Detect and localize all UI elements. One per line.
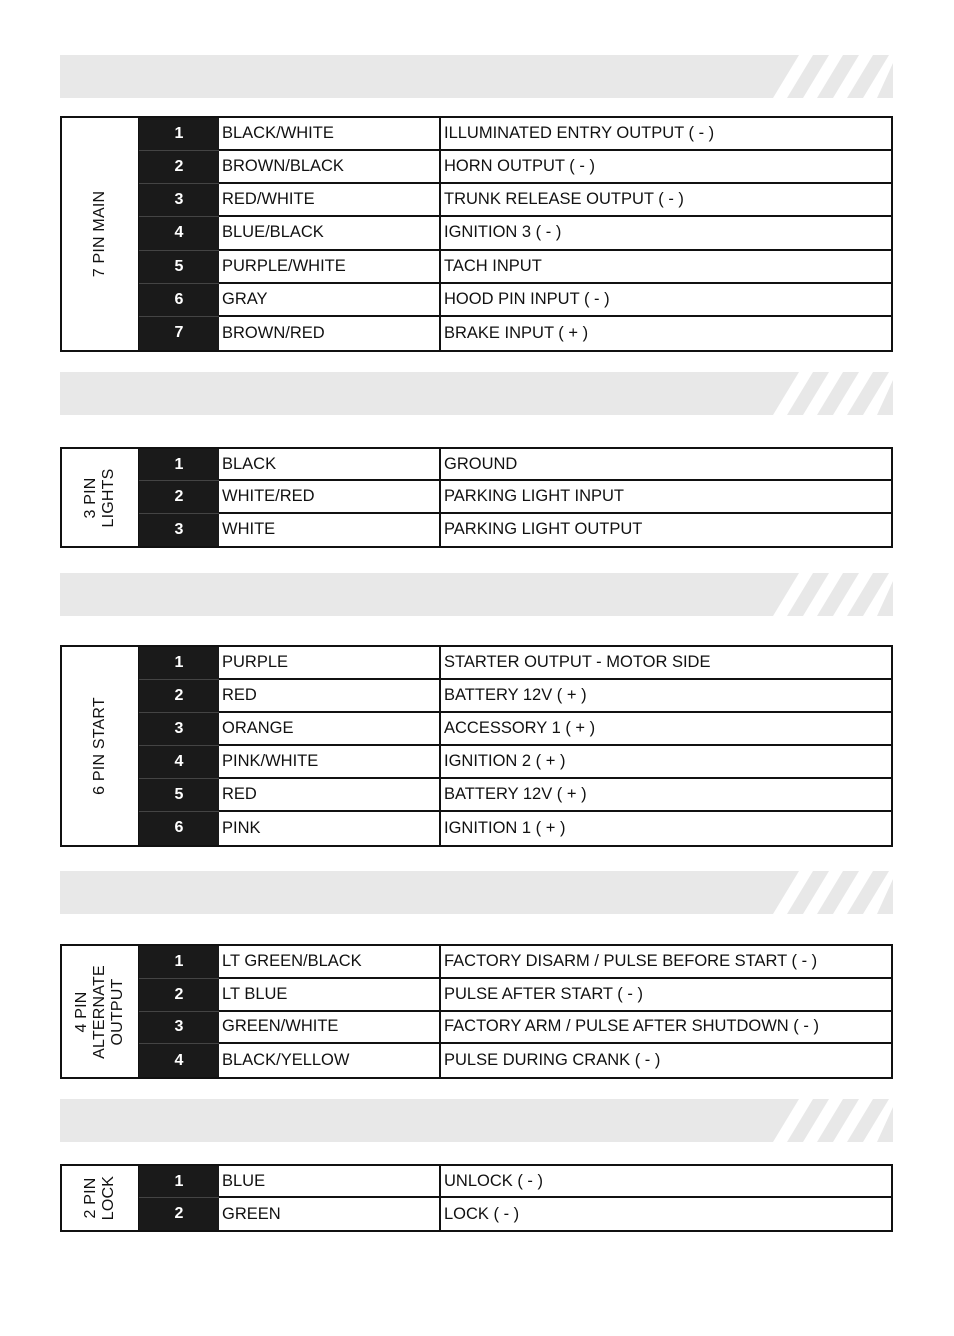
wire-function: BRAKE INPUT ( + ) xyxy=(444,323,589,342)
wire-color: WHITE/RED xyxy=(219,481,441,511)
wire-rows xyxy=(219,1166,891,1230)
pin-number: 1 xyxy=(139,118,219,151)
wire-color: RED xyxy=(219,779,441,810)
wire-function: PULSE AFTER START ( - ) xyxy=(444,984,643,1003)
connector-label xyxy=(62,946,139,1077)
pin-number: 2 xyxy=(139,680,219,713)
connector-label-line: 3 PIN xyxy=(82,477,99,519)
connector-label-line: LOCK xyxy=(100,1175,117,1221)
wire-function: HOOD PIN INPUT ( - ) xyxy=(444,289,610,308)
wire-rows xyxy=(219,449,891,546)
hatch-decoration-icon xyxy=(763,573,893,616)
wire-function: ILLUMINATED ENTRY OUTPUT ( - ) xyxy=(444,124,715,143)
wire-rows xyxy=(219,647,891,845)
table-row xyxy=(219,118,891,151)
connector-label xyxy=(62,1166,139,1230)
pin-number: 1 xyxy=(139,1166,219,1198)
wire-color: GRAY xyxy=(219,284,441,315)
section-header-band-lights xyxy=(60,372,893,415)
pin-number: 4 xyxy=(174,1051,184,1069)
table-row xyxy=(219,317,891,350)
hatch-decoration-icon xyxy=(763,55,893,98)
wire-function: BATTERY 12V ( + ) xyxy=(444,686,587,704)
table-row xyxy=(219,1198,891,1230)
pin-number: 2 xyxy=(174,1205,184,1222)
wire-color: BLUE/BLACK xyxy=(219,217,441,248)
pin-number: 4 xyxy=(139,217,219,250)
connector-table-alternate xyxy=(60,944,893,1079)
wire-color: BROWN/BLACK xyxy=(219,151,441,182)
wire-color: GREEN/WHITE xyxy=(219,1012,441,1043)
pin-number: 3 xyxy=(139,1012,219,1045)
table-row xyxy=(219,481,891,513)
pin-number: 2 xyxy=(139,979,219,1012)
wire-function: TRUNK RELEASE OUTPUT ( - ) xyxy=(444,190,684,209)
wire-function: GROUND xyxy=(444,454,518,473)
wire-function: FACTORY DISARM / PULSE BEFORE START ( - ) xyxy=(444,951,818,970)
pin-column xyxy=(139,647,219,845)
table-row xyxy=(219,1012,891,1045)
wire-function: BATTERY 12V ( + ) xyxy=(444,785,587,803)
wire-function: PULSE DURING CRANK ( - ) xyxy=(444,1051,661,1070)
section-header-band-lock xyxy=(60,1099,893,1142)
section-header-band-main xyxy=(60,55,893,98)
table-row xyxy=(219,514,891,546)
table-row xyxy=(219,647,891,680)
wire-color: BLACK/YELLOW xyxy=(219,1044,441,1077)
table-row xyxy=(219,284,891,317)
wire-color: BROWN/RED xyxy=(219,317,441,350)
wire-color: PINK/WHITE xyxy=(219,746,441,777)
wire-rows xyxy=(219,946,891,1077)
connector-label-line: 6 PIN START xyxy=(91,697,108,795)
connector-label-line: 4 PIN xyxy=(73,990,90,1033)
pin-number: 5 xyxy=(139,251,219,284)
wire-color: RED/WHITE xyxy=(219,184,441,215)
table-row xyxy=(219,184,891,217)
pin-number: 1 xyxy=(139,946,219,979)
wire-color: BLACK/WHITE xyxy=(219,118,441,149)
table-row xyxy=(219,1044,891,1077)
table-row xyxy=(219,251,891,284)
wire-color: ORANGE xyxy=(219,713,441,744)
hatch-decoration-icon xyxy=(763,372,893,415)
wire-color: LT BLUE xyxy=(219,979,441,1010)
pin-number: 2 xyxy=(139,481,219,513)
connector-table-lock xyxy=(60,1164,893,1232)
table-row xyxy=(219,713,891,746)
pin-number: 5 xyxy=(139,779,219,812)
table-row xyxy=(219,449,891,481)
pin-number: 3 xyxy=(139,713,219,746)
section-header-band-alternate xyxy=(60,871,893,914)
pin-number: 6 xyxy=(174,819,184,837)
connector-label-line: 7 PIN MAIN xyxy=(91,190,108,278)
connector-label xyxy=(62,118,139,350)
table-row xyxy=(219,746,891,779)
pin-number: 6 xyxy=(139,284,219,317)
table-row xyxy=(219,812,891,845)
wire-color: BLACK xyxy=(219,449,441,479)
wire-function: IGNITION 1 ( + ) xyxy=(444,818,566,837)
wire-function: STARTER OUTPUT - MOTOR SIDE xyxy=(444,653,711,671)
wire-function: IGNITION 3 ( - ) xyxy=(444,223,562,242)
pin-number: 3 xyxy=(139,184,219,217)
wire-function: IGNITION 2 ( + ) xyxy=(444,752,566,770)
wire-function: PARKING LIGHT OUTPUT xyxy=(444,520,643,539)
table-row xyxy=(219,946,891,979)
pin-number: 1 xyxy=(139,647,219,680)
section-header-band-start xyxy=(60,573,893,616)
table-row xyxy=(219,1166,891,1198)
hatch-decoration-icon xyxy=(763,871,893,914)
wire-function: HORN OUTPUT ( - ) xyxy=(444,157,595,176)
connector-label xyxy=(62,449,139,546)
wire-rows xyxy=(219,118,891,350)
wire-color: PINK xyxy=(219,812,441,845)
wire-function: LOCK ( - ) xyxy=(444,1204,520,1223)
wire-color: BLUE xyxy=(219,1166,441,1196)
pin-number: 3 xyxy=(174,520,184,538)
wire-color: PURPLE/WHITE xyxy=(219,251,441,282)
table-row xyxy=(219,779,891,812)
wire-function: UNLOCK ( - ) xyxy=(444,1171,543,1190)
hatch-decoration-icon xyxy=(763,1099,893,1142)
connector-label-line: LIGHTS xyxy=(100,468,117,527)
connector-table-main xyxy=(60,116,893,352)
wire-function: ACCESSORY 1 ( + ) xyxy=(444,719,596,737)
table-row xyxy=(219,151,891,184)
connector-label xyxy=(62,647,139,845)
wire-color: PURPLE xyxy=(219,647,441,678)
wire-function: FACTORY ARM / PULSE AFTER SHUTDOWN ( - ) xyxy=(444,1017,819,1036)
wire-color: GREEN xyxy=(219,1198,441,1230)
wire-color: RED xyxy=(219,680,441,711)
connector-table-start xyxy=(60,645,893,847)
table-row xyxy=(219,680,891,713)
pin-number: 4 xyxy=(139,746,219,779)
pin-number: 7 xyxy=(174,324,184,342)
pin-column xyxy=(139,1166,219,1230)
wire-color: WHITE xyxy=(219,514,441,546)
connector-label-line: OUTPUT xyxy=(109,978,126,1045)
table-row xyxy=(219,979,891,1012)
connector-label-line: ALTERNATE xyxy=(91,964,108,1059)
pin-column xyxy=(139,118,219,350)
table-row xyxy=(219,217,891,250)
wire-color: LT GREEN/BLACK xyxy=(219,946,441,977)
connector-label-line: 2 PIN xyxy=(82,1177,99,1219)
wire-function: TACH INPUT xyxy=(444,256,542,275)
connector-table-lights xyxy=(60,447,893,548)
pin-column xyxy=(139,946,219,1077)
wire-function: PARKING LIGHT INPUT xyxy=(444,487,625,506)
pin-number: 1 xyxy=(139,449,219,481)
pin-number: 2 xyxy=(139,151,219,184)
pin-column xyxy=(139,449,219,546)
